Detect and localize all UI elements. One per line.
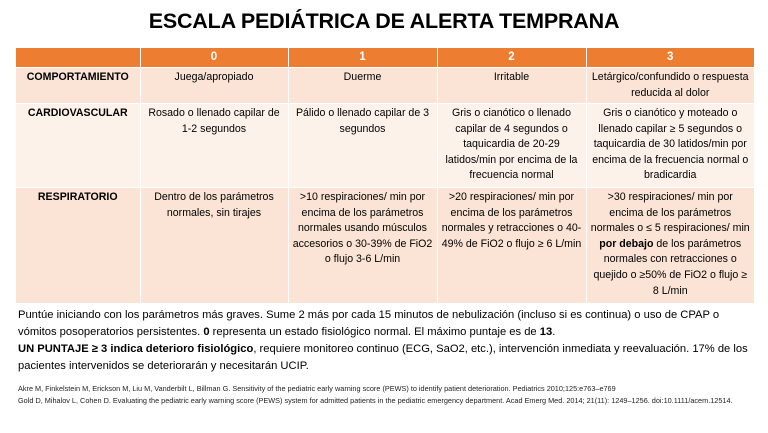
- scoring-notes: [18, 307, 753, 375]
- table-cell: Juega/apropiado: [140, 68, 288, 104]
- references: [18, 383, 753, 406]
- note-text: representa un estado fisiológico normal. El máximo puntaje es de: [209, 326, 540, 338]
- table-cell: Pálido o llenado capilar de 3 segundos: [288, 104, 437, 188]
- row-label: RESPIRATORIO: [16, 188, 140, 303]
- row-label: CARDIOVASCULAR: [16, 104, 140, 188]
- table-cell: [586, 188, 754, 303]
- row-label: COMPORTAMIENTO: [16, 68, 140, 104]
- reference-item: Gold D, Mihalov L, Cohen D. Evaluating the pediatric early warning score (PEWS) system for admitted patients in the pediatric emergency department. Acad Emerg Med. 2014; 21(11): 1249–1256. doi:10.1111/acem.12514.: [18, 395, 733, 405]
- table-cell: Letárgico/confundido o respuesta reducida al dolor: [586, 68, 754, 104]
- table-cell: Irritable: [437, 68, 586, 104]
- pews-table: [16, 48, 754, 303]
- table-header-row: [16, 48, 754, 68]
- table-cell: Gris o cianótico y moteado o llenado capilar ≥ 5 segundos o taquicardia de 30 latidos/min por encima de la frecuencia normal o bradicardia: [586, 104, 754, 188]
- table-cell: Duerme: [288, 68, 437, 104]
- header-score-3: 3: [586, 48, 754, 68]
- table-cell: >20 respiraciones/ min por encima de los parámetros normales y retracciones o 40-49% de FiO2 o flujo ≥ 6 L/min: [437, 188, 586, 303]
- note-bold: 13: [539, 326, 553, 338]
- cell-bold-text: por debajo: [599, 237, 654, 250]
- scoring-instructions: [18, 307, 753, 341]
- threshold-note: [18, 341, 753, 375]
- header-score-0: 0: [140, 48, 288, 68]
- table-row-respiratorio: [16, 188, 754, 303]
- table-cell: Rosado o llenado capilar de 1-2 segundos: [140, 104, 288, 188]
- cell-text: >30 respiraciones/ min por encima de los parámetros normales o ≤ 5 respiraciones/ min: [590, 191, 750, 235]
- header-score-2: 2: [437, 48, 586, 68]
- table-cell: Dentro de los parámetros normales, sin tirajes: [140, 188, 288, 303]
- table-cell: Gris o cianótico o llenado capilar de 4 segundos o taquicardia de 20-29 latidos/min por encima de la frecuencia normal: [437, 104, 586, 188]
- note-text: Puntúe iniciando con los parámetros más graves. Sume 2 más por cada 15 minutos de nebulización (incluso si es continua) o uso de CPAP o vómitos posoperatorios persistentes.: [18, 309, 720, 338]
- table-row-comportamiento: [16, 68, 754, 104]
- page-title: ESCALA PEDIÁTRICA DE ALERTA TEMPRANA: [148, 9, 620, 33]
- note-text: .: [552, 326, 556, 338]
- table-cell: >10 respiraciones/ min por encima de los parámetros normales usando músculos accesorios o 30-39% de FiO2 o flujo 3-6 L/min: [288, 188, 437, 303]
- header-score-1: 1: [288, 48, 437, 68]
- header-empty-cell: [16, 48, 140, 68]
- note-bold: UN PUNTAJE ≥ 3 indica deterioro fisiológico: [18, 343, 254, 355]
- cell-text: de los parámetros normales con retracciones o quejido o ≥50% de FiO2 o flujo ≥ 8 L/min: [593, 237, 748, 297]
- table-row-cardiovascular: [16, 104, 754, 188]
- note-text: , requiere monitoreo continuo (ECG, SaO2, etc.), intervención inmediata y reevaluación. 17% de los pacientes intervenidos se deteriorarán y necesitarán UCIP.: [18, 343, 748, 372]
- reference-item: Akre M, Finkelstein M, Erickson M, Liu M, Vanderbilt L, Billman G. Sensitivity of the pediatric early warning score (PEWS) to identify patient deterioration. Pediatrics 2010;125:e763–e769: [18, 384, 616, 393]
- note-bold: 0: [203, 326, 210, 338]
